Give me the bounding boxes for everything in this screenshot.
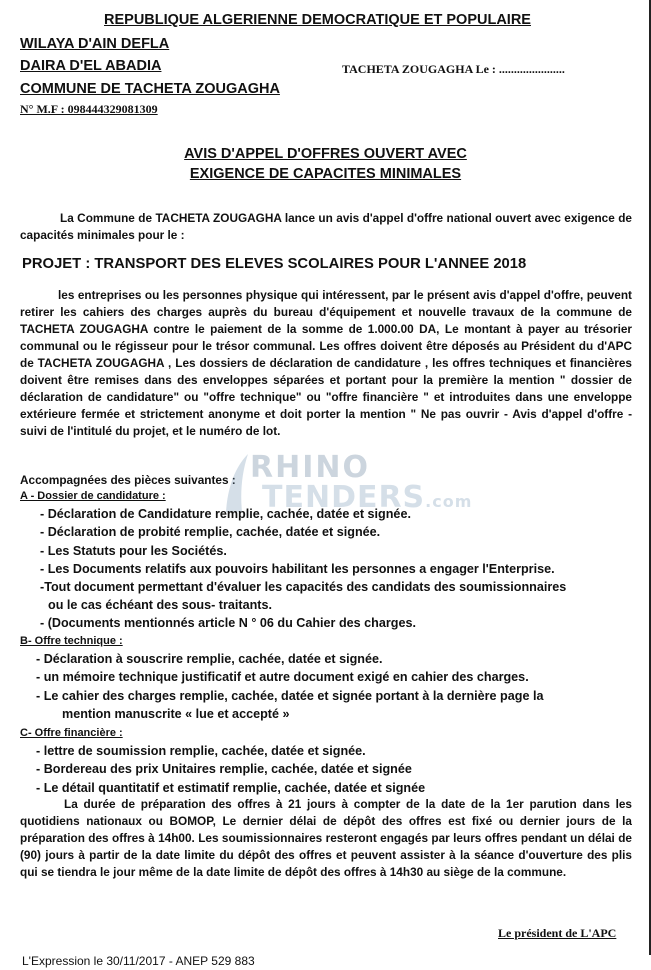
- republic-heading: REPUBLIQUE ALGERIENNE DEMOCRATIQUE ET POPULAIRE: [104, 12, 531, 28]
- place-date: TACHETA ZOUGAGHA Le : ......................: [342, 62, 565, 76]
- list-item: - un mémoire technique justificatif et autre document exigé en cahier des charges.: [36, 670, 529, 685]
- list-item: -Tout document permettant d'évaluer les capacités des candidats des soumissionnaires: [40, 580, 567, 595]
- body-paragraph: les entreprises ou les personnes physique qui intéressent, par le présent avis d'appel d'offre, peuvent retirer les cahiers des charges auprès du bureau d'équipement et nouvelle travaux de la commune de TACHETA ZOUGAGHA contre le paiement de la somme de 1.000.00 DA, Le montant à payer au trésorier communal ou le régisseur pour le trésor communal. Les offres doivent être déposés au Président du d'APC de TACHETA ZOUGAGHA , Les dossiers de déclaration de candidature , les offres techniques et financières doivent être remises dans des enveloppes séparées et portant pour la première la mention " dossier de déclaration de candidature" ou "offre technique" ou "offre financière " et introduites dans une enveloppe extérieure fermée et strictement anonyme et doit porter la mention " Ne pas ouvrir - Avis d'appel d'offre - suivi de l'intitulé du projet, et le numéro de lot.: [20, 288, 632, 438]
- watermark-suffix: .com: [425, 492, 473, 511]
- list-item: - Les Statuts pour les Sociétés.: [40, 543, 227, 558]
- list-item: - lettre de soumission remplie, cachée, datée et signée.: [36, 744, 366, 759]
- accompanying-label: Accompagnées des pièces suivantes :: [20, 473, 236, 487]
- watermark-word: TENDERS: [262, 480, 426, 515]
- list-item: - Déclaration de Candidature remplie, cachée, datée et signée.: [40, 507, 411, 522]
- list-item: - Le cahier des charges remplie, cachée, datée et signée portant à la dernière page la: [36, 688, 544, 703]
- section-c-title: C- Offre financière :: [20, 727, 123, 739]
- daira-heading: DAIRA D'EL ABADIA: [20, 58, 162, 74]
- wilaya-heading: WILAYA D'AIN DEFLA: [20, 36, 170, 52]
- publication-footer: L'Expression le 30/11/2017 - ANEP 529 883: [22, 954, 255, 968]
- tax-number: N° M.F : 098444329081309: [20, 102, 158, 116]
- section-a-title: A - Dossier de candidature :: [20, 490, 166, 502]
- list-item: - Le détail quantitatif et estimatif remplie, cachée, datée et signée: [36, 780, 426, 795]
- list-item: ou le cas échéant des sous- traitants.: [48, 598, 272, 613]
- section-b: [20, 632, 640, 723]
- commune-heading: COMMUNE DE TACHETA ZOUGAGHA: [20, 81, 280, 97]
- closing-paragraph: La durée de préparation des offres à 21 jours à compter de la date de la 1er parution dans les quotidiens nationaux ou BOMOP, Le dernier délai de dépôt des offres est fixé ou dernier jours de la préparation des offres à 14h00. Les soumissionnaires resteront engagés par leurs offres pendant un délai de (90) jours à partir de la date limite du dépôt des offres et peuvent assister à la séance d'ouverture des plis qui se tiendra le jour même de la date limite de dépôt des offres à 14h30 au siège de la commune.: [20, 797, 632, 879]
- list-item: - Déclaration de probité remplie, cachée, datée et signée.: [40, 525, 381, 540]
- list-item: - Déclaration à souscrire remplie, cachée, datée et signée.: [36, 652, 383, 667]
- list-item: mention manuscrite « lue et accepté »: [62, 706, 290, 721]
- watermark-text-top: RHINO: [250, 450, 370, 485]
- section-b-title: B- Offre technique :: [20, 635, 123, 647]
- list-item: - (Documents mentionnés article N ° 06 du Cahier des charges.: [40, 616, 416, 631]
- list-item: - Bordereau des prix Unitaires remplie, cachée, datée et signée: [36, 762, 412, 777]
- list-item: - Les Documents relatifs aux pouvoirs habilitant les personnes a engager l'Enterprise.: [40, 561, 555, 576]
- intro-paragraph: La Commune de TACHETA ZOUGAGHA lance un avis d'appel d'offre national ouvert avec exigence de capacités minimales pour le :: [20, 211, 632, 242]
- section-a: [20, 487, 640, 633]
- signature: Le président de L'APC: [498, 926, 617, 940]
- notice-subtitle: EXIGENCE DE CAPACITES MINIMALES: [189, 166, 462, 182]
- section-c: [20, 724, 640, 797]
- notice-title: AVIS D'APPEL D'OFFRES OUVERT AVEC: [184, 146, 467, 162]
- project-title: PROJET : TRANSPORT DES ELEVES SCOLAIRES POUR L'ANNEE 2018: [22, 256, 527, 272]
